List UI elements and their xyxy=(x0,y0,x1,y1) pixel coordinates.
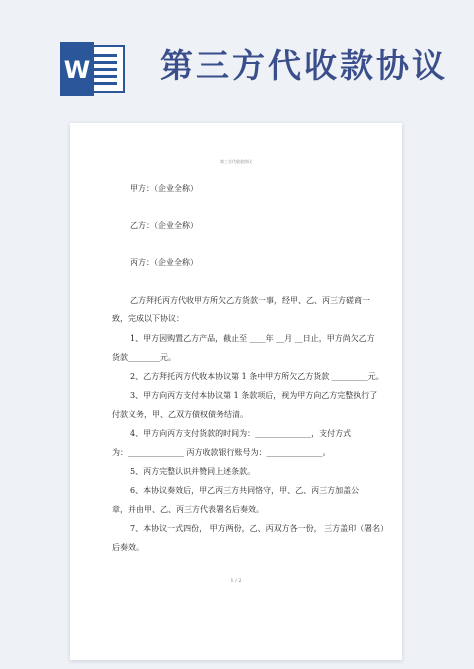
clause-6-line: 章，并由甲、乙、丙三方代表署名后奏效。 xyxy=(112,505,264,514)
clause-3-line: 3、甲方向丙方支付本协议第 1 条款项后，视为甲方向乙方完整执行了 xyxy=(130,391,378,400)
party-a-line: 甲方：（企业全称） xyxy=(130,184,198,193)
clause-1-line: 货款________元。 xyxy=(112,353,176,362)
party-c-line: 丙方：（企业全称） xyxy=(130,258,198,267)
clause-7-line: 7、本协议一式四份， 甲方两份，乙、丙双方各一份， 三方盖印（署名） xyxy=(130,524,389,533)
clause-4-line: 4、甲方向丙方支付货款的时间为：______________，支付方式 xyxy=(130,429,352,438)
clause-7-line: 后奏效。 xyxy=(112,543,144,552)
word-icon-letter: W xyxy=(63,56,91,84)
body-line: 乙方拜托丙方代收甲方所欠乙方货款一事，经甲、乙、丙三方磋商一 xyxy=(130,296,370,305)
clause-1-line: 1、甲方因购置乙方产品，截止至 ____年 __月 __日止，甲方尚欠乙方 xyxy=(130,334,375,343)
word-document-icon xyxy=(60,42,126,96)
page-number: 1 / 2 xyxy=(230,578,242,584)
body-line: 致，完成以下协议： xyxy=(112,314,184,323)
clause-5-line: 5、丙方完整认识并赞同上述条款。 xyxy=(130,467,256,476)
banner-title: 第三方代收款协议 xyxy=(160,46,448,85)
clause-3-line: 付款义务，甲、乙双方债权债务结清。 xyxy=(112,410,248,419)
party-b-line: 乙方：（企业全称） xyxy=(130,221,198,230)
document-page xyxy=(70,123,402,660)
banner xyxy=(0,0,474,118)
clause-6-line: 6、本协议奏效后，甲乙丙三方共同恪守，甲、乙、丙三方加盖公 xyxy=(130,486,360,495)
page-header: 第三方代收款协议 xyxy=(220,159,252,164)
clause-2-line: 2、乙方拜托丙方代收本协议第 1 条中甲方所欠乙方货款 _________元。 xyxy=(130,372,384,381)
clause-4-line: 为：______________ 丙方收款银行账号为：______________。 xyxy=(112,448,331,457)
